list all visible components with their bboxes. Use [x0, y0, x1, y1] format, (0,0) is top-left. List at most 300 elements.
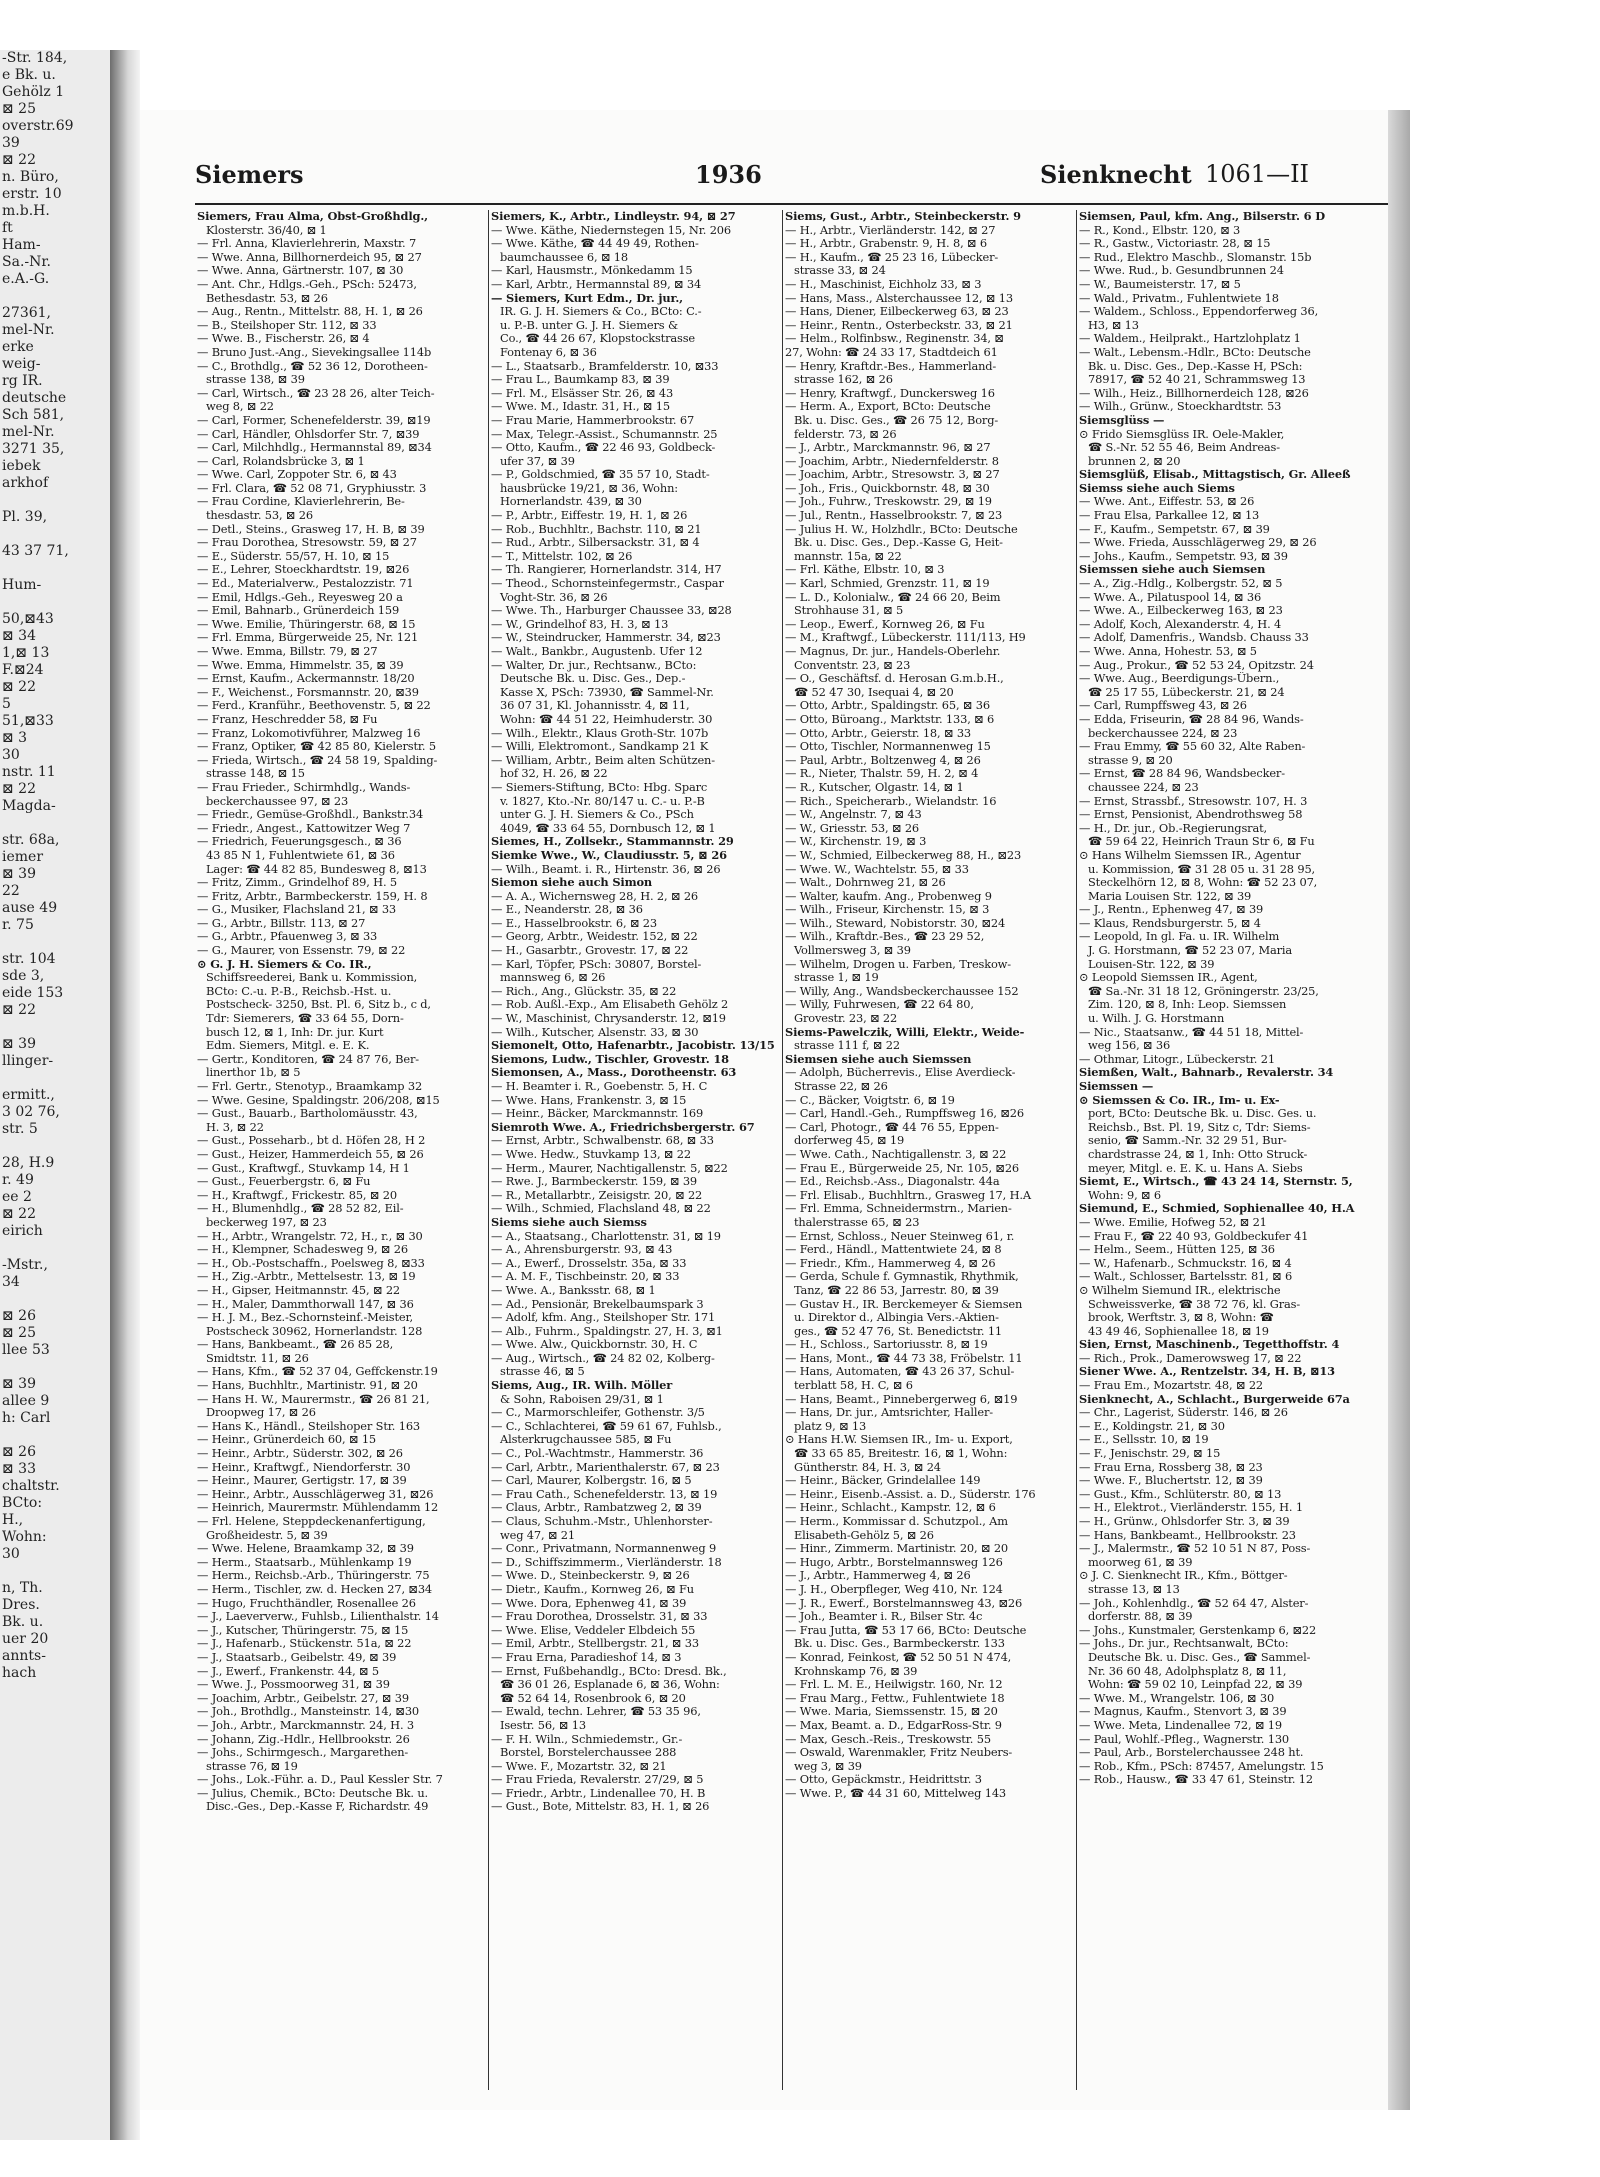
directory-entry: ufer 37, ⊠ 39	[500, 454, 575, 468]
directory-entry: — G., Arbtr., Billstr. 113, ⊠ 27	[197, 916, 366, 930]
directory-entry: — Heinrich, Maurermstr. Mühlendamm 12	[197, 1501, 439, 1515]
directory-entry: — W., Baumeisterstr. 17, ⊠ 5	[1079, 277, 1241, 291]
directory-entry: — Frl. Gertr., Stenotyp., Braamkamp 32	[197, 1080, 423, 1093]
directory-entry: — Rich., Speicherarb., Wielandstr. 16	[785, 794, 997, 808]
directory-entry: — Hans K., Händl., Steilshoper Str. 163	[197, 1419, 421, 1433]
directory-entry: dorferweg 45, ⊠ 19	[794, 1134, 905, 1148]
directory-entry: — Karl, Hausmstr., Mönkedamm 15	[491, 264, 693, 278]
directory-entry: — Magnus, Dr. jur., Handels-Oberlehr.	[785, 645, 1001, 658]
directory-entry: — Wwe. Alw., Quickbornstr. 30, H. C	[491, 1338, 698, 1352]
directory-entry: moorweg 61, ⊠ 39	[1088, 1555, 1193, 1569]
directory-entry: — Wwe. Ant., Eiffestr. 53, ⊠ 26	[1079, 495, 1255, 509]
directory-entry: — Frau Em., Mozartstr. 48, ⊠ 22	[1079, 1379, 1264, 1393]
directory-entry: ⊙ Leopold Siemssen IR., Agent,	[1079, 971, 1258, 985]
directory-entry: — G., Arbtr., Pfauenweg 3, ⊠ 33	[197, 930, 378, 944]
left-page-text: 43 37 71,	[2, 543, 69, 559]
left-page-text	[0, 526, 110, 543]
directory-entry: ☎ 59 64 22, Heinrich Traun Str 6, ⊠ Fu	[1088, 835, 1315, 849]
directory-entry: Siemroth Wwe. A., Friedrichsbergerstr. 67	[491, 1120, 755, 1134]
left-page-text	[0, 594, 110, 611]
directory-entry: — J. R., Ewerf., Borstelmannsweg 43, ⊠26	[785, 1596, 1023, 1610]
directory-entry: Siems-Pawelczik, Willi, Elektr., Weide-	[785, 1025, 1025, 1039]
directory-entry: Siemsen, Paul, kfm. Ang., Bilserstr. 6 D	[1079, 210, 1325, 223]
left-page-text: 5	[2, 696, 11, 712]
left-page-text: Ham-	[2, 237, 41, 253]
left-page-text	[0, 1563, 110, 1580]
directory-entry: — Herm., Maurer, Nachtigallenstr. 5, ⊠22	[491, 1161, 728, 1175]
directory-entry: — Johs., Dr. jur., Rechtsanwalt, BCto:	[1079, 1637, 1289, 1651]
left-page-text: mel-Nr.	[2, 322, 55, 338]
directory-entry: — Heinr., Kraftwgf., Niendorferstr. 30	[197, 1460, 411, 1474]
directory-entry: ☎ 52 64 14, Rosenbrook 6, ⊠ 20	[500, 1691, 686, 1705]
directory-entry: terblatt 58, H. C, ⊠ 6	[794, 1379, 913, 1393]
left-page-text: ⊠ 25	[2, 101, 36, 117]
directory-entry: — E., Neanderstr. 28, ⊠ 36	[491, 903, 643, 917]
left-page-text: ⊠ 39	[2, 1376, 36, 1392]
directory-entry: — Hans, Mont., ☎ 44 73 38, Fröbelstr. 11	[785, 1351, 1023, 1365]
directory-entry: — Walter, Dr. jur., Rechtsanw., BCto:	[491, 658, 697, 672]
left-page-text	[0, 934, 110, 951]
directory-entry: — Wilh., Steward, Nobistorstr. 30, ⊠24	[785, 916, 1006, 930]
directory-entry: Co., ☎ 44 26 67, Klopstockstrasse	[500, 332, 696, 346]
directory-entry: Sienknecht, A., Schlacht., Burgerweide 67a	[1079, 1392, 1350, 1406]
directory-entry: — Wwe. Maria, Siemssenstr. 15, ⊠ 20	[785, 1705, 998, 1719]
directory-entry: Siemonsen, A., Mass., Dorotheenstr. 63	[491, 1066, 737, 1080]
directory-entry: — Frau Dorothea, Stresowstr. 59, ⊠ 27	[197, 536, 417, 550]
directory-entry: — Dietr., Kaufm., Kornweg 26, ⊠ Fu	[491, 1582, 694, 1596]
directory-entry: — J., Hafenarb., Stückenstr. 51a, ⊠ 22	[197, 1637, 412, 1651]
directory-entry: — Wwe. Anna, Hohestr. 53, ⊠ 5	[1079, 645, 1257, 658]
directory-entry: — Paul, Arb., Borstelerchaussee 248 ht.	[1079, 1746, 1304, 1760]
directory-entry: brunnen 2, ⊠ 20	[1088, 454, 1181, 468]
directory-entry: — G., Maurer, von Essenstr. 79, ⊠ 22	[197, 944, 406, 958]
left-page-text	[0, 1291, 110, 1308]
left-page-text	[0, 1138, 110, 1155]
directory-entry: Postscheck 30962, Hornerlandstr. 128	[206, 1324, 423, 1338]
directory-entry: — Ernst, Kaufm., Ackermannstr. 18/20	[197, 672, 415, 686]
directory-entry: — E., Lehrer, Stoeckhardtstr. 19, ⊠26	[197, 563, 410, 577]
directory-entry: strasse 33, ⊠ 24	[794, 264, 886, 278]
directory-entry: — Wilh., Elektr., Klaus Groth-Str. 107b	[491, 726, 709, 740]
directory-entry: Tanz, ☎ 22 86 53, Jarrestr. 80, ⊠ 39	[794, 1283, 999, 1297]
directory-entry: — Edda, Friseurin, ☎ 28 84 96, Wands-	[1079, 712, 1304, 726]
left-page-text: sde 3,	[2, 968, 45, 984]
directory-entry: — J., Laeververw., Fuhlsb., Lilienthalstr. 14	[197, 1610, 439, 1624]
directory-entry: Nr. 36 60 48, Adolphsplatz 8, ⊠ 11,	[1088, 1664, 1287, 1678]
directory-entry: Louisen-Str. 122, ⊠ 39	[1088, 957, 1215, 971]
directory-entry: — Joh., Fris., Quickbornstr. 48, ⊠ 30	[785, 481, 990, 495]
directory-entry: — Ad., Pensionär, Brekelbaumspark 3	[491, 1297, 704, 1311]
directory-entry: — Leopold, In gl. Fa. u. IR. Wilhelm	[1079, 930, 1280, 944]
directory-entry: — Walt., Schlosser, Bartelsstr. 81, ⊠ 6	[1079, 1270, 1293, 1284]
directory-entry: — Otto, Kaufm., ☎ 22 46 93, Goldbeck-	[491, 441, 716, 455]
directory-entry: — Wwe. F., Bluchertstr. 12, ⊠ 39	[1079, 1474, 1263, 1488]
directory-entry: — Wwe. M., Wrangelstr. 106, ⊠ 30	[1079, 1691, 1275, 1705]
directory-entry: 78917, ☎ 52 40 21, Schrammsweg 13	[1088, 373, 1306, 387]
directory-entry: — Joachim, Arbtr., Geibelstr. 27, ⊠ 39	[197, 1691, 409, 1705]
directory-entry: — Rob. Außl.-Exp., Am Elisabeth Gehölz 2	[491, 998, 729, 1012]
directory-entry: ☎ 36 01 26, Esplanade 6, ⊠ 36, Wohn:	[500, 1678, 720, 1692]
directory-entry: — Heinr., Arbtr., Süderstr. 302, ⊠ 26	[197, 1447, 403, 1461]
directory-entry: Edm. Siemers, Mitgl. e. E. K.	[206, 1039, 370, 1053]
directory-entry: — Hans, Bankbeamt., Hellbrookstr. 23	[1079, 1528, 1296, 1542]
directory-entry: — H., Ob.-Postschaffn., Poelsweg 8, ⊠33	[197, 1256, 425, 1270]
directory-entry: strasse 1, ⊠ 19	[794, 971, 879, 985]
directory-entry: — Wwe. F., Mozartstr. 32, ⊠ 21	[491, 1759, 667, 1773]
directory-entry: BCto: C.-u. P.-B., Reichsb.-Hst. u.	[206, 984, 392, 998]
directory-entry: — Hugo, Arbtr., Borstelmannsweg 126	[785, 1555, 1003, 1569]
directory-entry: Siems siehe auch Siemss	[491, 1215, 647, 1229]
directory-entry: — Bruno Just.-Ang., Sievekingsallee 114b	[197, 345, 432, 359]
left-page-text: arkhof	[2, 475, 49, 491]
directory-entry: — W., Maschinist, Chrysanderstr. 12, ⊠19	[491, 1012, 726, 1026]
left-page-text: ⊠ 3	[2, 730, 28, 746]
directory-entry: hausbrücke 19/21, ⊠ 36, Wohn:	[500, 481, 678, 495]
directory-entry: — Julius, Chemik., BCto: Deutsche Bk. u.	[197, 1786, 428, 1800]
directory-entry: Siemers, Frau Alma, Obst-Großhdlg.,	[197, 210, 428, 223]
page-edge	[1388, 110, 1410, 2110]
directory-entry: — R., Nieter, Thalstr. 59, H. 2, ⊠ 4	[785, 767, 979, 781]
directory-entry: — Leop., Ewerf., Kornweg 26, ⊠ Fu	[785, 617, 985, 631]
left-page-text: m.b.H.	[2, 203, 50, 219]
directory-entry: Siemsen siehe auch Siemssen	[785, 1052, 972, 1066]
left-page-text: uer 20	[2, 1631, 49, 1647]
directory-entry: — Gust., Posseharb., bt d. Höfen 28, H 2	[197, 1134, 426, 1148]
left-page-text: 30	[2, 1546, 20, 1562]
left-page-text: overstr.69	[2, 118, 74, 134]
directory-entry: — Ewald, techn. Lehrer, ☎ 53 35 96,	[491, 1705, 701, 1719]
directory-entry: — Gust., Bote, Mittelstr. 83, H. 1, ⊠ 26	[491, 1800, 710, 1814]
directory-entry: Zim. 120, ⊠ 8, Inh: Leop. Siemssen	[1088, 998, 1287, 1012]
directory-entry: — Rwe. J., Barmbeckerstr. 159, ⊠ 39	[491, 1175, 698, 1189]
directory-entry: Grovestr. 23, ⊠ 22	[794, 1012, 898, 1026]
left-page-text: F.⊠24	[2, 662, 44, 678]
directory-entry: — Frau E., Bürgerweide 25, Nr. 105, ⊠26	[785, 1161, 1020, 1175]
directory-entry: H3, ⊠ 13	[1088, 318, 1139, 332]
directory-entry: — Ferd., Kranführ., Beethovenstr. 5, ⊠ 22	[197, 699, 431, 713]
directory-entry: — Ernst, Schloss., Neuer Steinweg 61, r.	[785, 1229, 1015, 1243]
directory-entry: — Friedr., Arbtr., Lindenallee 70, H. B	[491, 1786, 706, 1800]
directory-entry: — C., Brothdlg., ☎ 52 36 12, Dorotheen-	[197, 359, 428, 373]
directory-entry: — C., Bäcker, Voigtstr. 6, ⊠ 19	[785, 1093, 955, 1107]
directory-entry: — Frau Cath., Schenefelderstr. 13, ⊠ 19	[491, 1487, 718, 1501]
directory-entry: — Wwe. B., Fischerstr. 26, ⊠ 4	[197, 332, 370, 346]
directory-entry: Siems, Aug., IR. Wilh. Möller	[491, 1379, 673, 1393]
directory-entry: — C., Marmorschleifer, Gothenstr. 3/5	[491, 1406, 705, 1420]
directory-entry: — Frau Cordine, Klavierlehrerin, Be-	[197, 495, 405, 509]
directory-entry: — Frau Emmy, ☎ 55 60 32, Alte Raben-	[1079, 740, 1306, 754]
page-header	[195, 160, 1395, 196]
directory-entry: — Johs., Kaufm., Sempetstr. 93, ⊠ 39	[1079, 549, 1288, 563]
directory-entry: Siemers, K., Arbtr., Lindleystr. 94, ⊠ 27	[491, 210, 736, 223]
directory-entry: — Hans, Buchhltr., Martinistr. 91, ⊠ 20	[197, 1379, 418, 1393]
left-page-text: 39	[2, 135, 20, 151]
directory-entry: hof 32, H. 26, ⊠ 22	[500, 767, 608, 781]
directory-entry: — Adolf, Damenfris., Wandsb. Chauss 33	[1079, 631, 1309, 645]
directory-entry: — Walt., Lebensm.-Hdlr., BCto: Deutsche	[1079, 345, 1311, 359]
directory-entry: — Frl. Helene, Steppdeckenanfertigung,	[197, 1515, 426, 1528]
directory-entry: Fontenay 6, ⊠ 36	[500, 345, 597, 359]
left-page-text: chaltstr.	[2, 1478, 60, 1494]
directory-entry: — Ed., Materialverw., Pestalozzistr. 71	[197, 577, 414, 591]
directory-entry: — Gust., Kraftwgf., Stuvkamp 14, H 1	[197, 1161, 410, 1175]
directory-entry: — Wwe. A., Eilbeckerweg 163, ⊠ 23	[1079, 604, 1283, 618]
directory-entry: — Johann, Zig.-Hdlr., Hellbrookstr. 26	[197, 1732, 410, 1746]
directory-entry: 4049, ☎ 33 64 55, Dornbusch 12, ⊠ 1	[500, 821, 716, 835]
left-page-text: ause 49	[2, 900, 58, 916]
directory-entry: — Gust., Heizer, Hammerdeich 55, ⊠ 26	[197, 1147, 424, 1161]
directory-entry: Siemss siehe auch Siems	[1079, 481, 1235, 495]
directory-entry: beckerchaussee 224, ⊠ 23	[1088, 726, 1238, 740]
directory-entry: — E., Koldingstr. 21, ⊠ 30	[1079, 1419, 1225, 1433]
directory-entry: — Friedr., Kfm., Hammerweg 4, ⊠ 26	[785, 1256, 996, 1270]
directory-entry: — Otto, Arbtr., Spaldingstr. 65, ⊠ 36	[785, 699, 990, 713]
directory-entry: Deutsche Bk. u. Disc. Ges., Dep.-	[500, 672, 686, 686]
directory-entry: Schiffsreederei, Bank u. Kommission,	[206, 971, 418, 985]
directory-entry: — A., Zig.-Hdlg., Kolbergstr. 52, ⊠ 5	[1079, 577, 1283, 591]
directory-entry: — Carl, Rumpffsweg 43, ⊠ 26	[1079, 699, 1247, 713]
left-page-text: ermitt.,	[2, 1087, 55, 1103]
directory-entry: — Ferd., Händl., Mattentwiete 24, ⊠ 8	[785, 1243, 1002, 1257]
directory-entry: dorferstr. 88, ⊠ 39	[1088, 1610, 1193, 1624]
directory-entry: — Hans, Beamt., Pinnebergerweg 6, ⊠19	[785, 1392, 1018, 1406]
left-page-text: h: Carl	[2, 1410, 51, 1426]
left-page-text	[0, 1019, 110, 1036]
directory-entry: busch 12, ⊠ 1, Inh: Dr. jur. Kurt	[206, 1025, 384, 1039]
directory-entry: — C., Schlachterei, ☎ 59 61 67, Fuhlsb.,	[491, 1419, 722, 1433]
directory-entry: Steckelhörn 12, ⊠ 8, Wohn: ☎ 52 23 07,	[1088, 876, 1318, 890]
directory-entry: — G., Musiker, Flachsland 21, ⊠ 33	[197, 903, 397, 917]
directory-entry: Güntherstr. 84, H. 3, ⊠ 24	[794, 1460, 941, 1474]
directory-entry: ☎ 33 65 85, Breitestr. 16, ⊠ 1, Wohn:	[794, 1447, 1008, 1461]
directory-entry: — Adolf, kfm. Ang., Steilshoper Str. 171	[491, 1311, 716, 1325]
directory-entry: — Wwe. Hedw., Stuvkamp 13, ⊠ 22	[491, 1147, 691, 1161]
directory-entry: — A. A., Wichernsweg 28, H. 2, ⊠ 26	[491, 889, 699, 903]
left-page-text	[0, 1240, 110, 1257]
left-page-text: -Mstr.,	[2, 1257, 48, 1273]
left-page-text: str. 5	[2, 1121, 38, 1137]
directory-entry: mannsweg 6, ⊠ 26	[500, 971, 606, 985]
left-page-text: ⊠ 33	[2, 1461, 36, 1477]
directory-entry: — Hans H. W., Maurermstr., ☎ 26 81 21,	[197, 1392, 430, 1406]
directory-entry: — Rob., Buchhltr., Bachstr. 110, ⊠ 21	[491, 522, 702, 536]
directory-entry: Tdr: Siemerers, ☎ 33 64 55, Dorn-	[206, 1012, 404, 1026]
directory-entry: — H., Kraftwgf., Frickestr. 85, ⊠ 20	[197, 1188, 397, 1202]
directory-entry: — Wwe. A., Banksstr. 68, ⊠ 1	[491, 1283, 656, 1297]
directory-entry: Siemonelt, Otto, Hafenarbtr., Jacobistr. 13/15	[491, 1039, 775, 1053]
directory-entry: — Magnus, Kaufm., Stenvort 3, ⊠ 39	[1079, 1705, 1287, 1719]
directory-entry: — Aug., Prokur., ☎ 52 53 24, Opitzstr. 24	[1079, 658, 1314, 672]
directory-entry: — H., Dr. jur., Ob.-Regierungsrat,	[1079, 821, 1267, 835]
directory-entry: ges., ☎ 52 47 76, St. Benedictstr. 11	[794, 1324, 1003, 1338]
directory-entry: mannstr. 15a, ⊠ 22	[794, 549, 902, 563]
directory-entry: — Helm., Seem., Hütten 125, ⊠ 36	[1079, 1243, 1275, 1257]
directory-entry: chaussee 224, ⊠ 23	[1088, 780, 1199, 794]
directory-entry: Bethesdastr. 53, ⊠ 26	[206, 291, 328, 305]
left-page-text: n. Büro,	[2, 169, 59, 185]
directory-entry: — Max, Beamt. a. D., EdgarRoss-Str. 9	[785, 1718, 1002, 1732]
directory-entry: — C., Pol.-Wachtmstr., Hammerstr. 36	[491, 1447, 704, 1461]
directory-entry: Siemke Wwe., W., Claudiusstr. 5, ⊠ 26	[491, 848, 727, 862]
left-page-text: 50,⊠43	[2, 611, 54, 627]
directory-entry: — Waldem., Schloss., Eppendorferweg 36,	[1079, 305, 1319, 319]
directory-entry: — Gust., Kfm., Schlüterstr. 80, ⊠ 13	[1079, 1487, 1282, 1501]
directory-entry: strasse 76, ⊠ 19	[206, 1759, 298, 1773]
directory-entry: — Claus, Arbtr., Rambatzweg 2, ⊠ 39	[491, 1501, 702, 1515]
directory-entry: — F., Jenischstr. 29, ⊠ 15	[1079, 1447, 1221, 1461]
directory-entry: Siemsglüß, Elisab., Mittagstisch, Gr. Alleeß	[1079, 468, 1351, 482]
directory-entry: — Karl, Schmied, Grenzstr. 11, ⊠ 19	[785, 577, 990, 591]
directory-entry: u. Kommission, ☎ 31 28 05 u. 31 28 95,	[1088, 862, 1316, 876]
directory-page	[140, 110, 1390, 2110]
column-4	[1077, 210, 1371, 2090]
directory-entry: Bk. u. Disc. Ges., Dep.-Kasse G, Heit-	[794, 536, 1003, 550]
directory-entry: — Friedrich, Feuerungsgesch., ⊠ 36	[197, 835, 402, 849]
directory-entry: 36 07 31, Kl. Johannisstr. 4, ⊠ 11,	[500, 699, 690, 713]
directory-entry: weg 47, ⊠ 21	[500, 1528, 575, 1542]
left-page-fragment	[0, 50, 113, 2140]
left-page-text: hach	[2, 1665, 37, 1681]
directory-entry: weg 3, ⊠ 39	[794, 1759, 862, 1773]
directory-entry: — Willi, Elektromont., Sandkamp 21 K	[491, 740, 709, 754]
left-page-text: str. 104	[2, 951, 56, 967]
directory-entry: — J. H., Oberpfleger, Weg 410, Nr. 124	[785, 1582, 1003, 1596]
directory-entry: ⊙ Frido Siemsglüss IR. Oele-Makler,	[1079, 427, 1285, 441]
left-page-text: r. 75	[2, 917, 34, 933]
directory-entry: — W., Hafenarb., Schmuckstr. 16, ⊠ 4	[1079, 1256, 1292, 1270]
directory-entry: — Walter, kaufm. Ang., Probenweg 9	[785, 889, 992, 903]
directory-entry: — Wilh., Schmied, Flachsland 48, ⊠ 22	[491, 1202, 711, 1216]
directory-entry: — Wilh., Kraftdr.-Bes., ☎ 23 29 52,	[785, 930, 985, 944]
column-1	[195, 210, 489, 2090]
column-3	[783, 210, 1077, 2090]
directory-entry: — Wwe. Anna, Gärtnerstr. 107, ⊠ 30	[197, 264, 404, 278]
directory-entry: — Joh., Kohlenhdlg., ☎ 52 64 47, Alster-	[1079, 1596, 1309, 1610]
left-page-text: weig-	[2, 356, 41, 372]
directory-entry: — Wwe. M., Idastr. 31, H., ⊠ 15	[491, 400, 670, 414]
directory-entry: — Karl, Arbtr., Hermannstal 89, ⊠ 34	[491, 277, 702, 291]
directory-entry: — Herm. A., Export, BCto: Deutsche	[785, 400, 991, 414]
directory-entry: — Alb., Fuhrm., Spaldingstr. 27, H. 3, ⊠1	[491, 1324, 723, 1338]
directory-entry: — R., Kond., Elbstr. 120, ⊠ 3	[1079, 223, 1241, 237]
directory-entry: — Ant. Chr., Hdlgs.-Geh., PSch: 52473,	[197, 277, 417, 291]
left-page-text: llee 53	[2, 1342, 50, 1358]
directory-entry: Maria Louisen Str. 122, ⊠ 39	[1088, 889, 1252, 903]
directory-entry: — Th. Rangierer, Hornerlandstr. 314, H7	[491, 563, 722, 577]
directory-entry: v. 1827, Kto.-Nr. 80/147 u. C.- u. P.-B	[500, 794, 705, 808]
directory-entry: — Heinr., Maurer, Gertigstr. 17, ⊠ 39	[197, 1474, 407, 1488]
directory-entry: — Siemers-Stiftung, BCto: Hbg. Sparc	[491, 780, 708, 794]
directory-entry: — J., Arbtr., Hammerweg 4, ⊠ 26	[785, 1569, 971, 1583]
directory-entry: Siemund, E., Schmied, Sophienallee 40, H.A	[1079, 1202, 1355, 1216]
directory-entry: — Jul., Rentn., Hasselbrookstr. 7, ⊠ 23	[785, 509, 1003, 523]
directory-entry: Bk. u. Disc. Ges., ☎ 26 75 12, Borg-	[794, 413, 999, 427]
directory-entry: — Hans, Automaten, ☎ 43 26 37, Schul-	[785, 1365, 1015, 1379]
directory-entry: strasse 46, ⊠ 5	[500, 1365, 585, 1379]
left-page-text: BCto:	[2, 1495, 43, 1511]
directory-entry: felderstr. 73, ⊠ 26	[794, 427, 897, 441]
left-page-text	[0, 288, 110, 305]
directory-entry: Conventstr. 23, ⊠ 23	[794, 658, 911, 672]
page-number: 1061—II	[1205, 160, 1310, 188]
directory-entry: — Gertr., Konditoren, ☎ 24 87 76, Ber-	[197, 1052, 419, 1066]
directory-entry: — Hugo, Fruchthändler, Rosenallee 26	[197, 1596, 416, 1610]
directory-entry: — H., Blumenhdlg., ☎ 28 52 82, Eil-	[197, 1202, 404, 1216]
directory-entry: — H., Gasarbtr., Grovestr. 17, ⊠ 22	[491, 944, 689, 958]
left-page-text: annts-	[2, 1648, 46, 1664]
directory-entry: Siemon siehe auch Simon	[491, 876, 653, 890]
directory-entry: — A. M. F., Tischbeinstr. 20, ⊠ 33	[491, 1270, 680, 1284]
directory-entry: — Fritz, Zimm., Grindelhof 89, H. 5	[197, 876, 397, 890]
directory-entry: — Carl, Maurer, Kolbergstr. 16, ⊠ 5	[491, 1474, 692, 1488]
directory-entry: — Herm., Tischler, zw. d. Hecken 27, ⊠34	[197, 1582, 433, 1596]
left-page-text: ⊠ 22	[2, 1206, 36, 1222]
directory-entry: Strasse 22, ⊠ 26	[794, 1080, 888, 1093]
directory-entry: — Wilh., Grünw., Stoeckhardtstr. 53	[1079, 400, 1282, 414]
directory-entry: — Franz, Lokomotivführer, Malzweg 16	[197, 726, 421, 740]
directory-entry: Bk. u. Disc. Ges., Barmbeckerstr. 133	[794, 1637, 1005, 1651]
directory-entry: — Wilh., Heiz., Billhornerdeich 128, ⊠26	[1079, 386, 1309, 400]
directory-entry: platz 9, ⊠ 13	[794, 1419, 867, 1433]
directory-entry: — Ernst, Fußbehandlg., BCto: Dresd. Bk.,	[491, 1664, 727, 1678]
directory-entry: — Gerda, Schule f. Gymnastik, Rhythmik,	[785, 1270, 1019, 1284]
directory-entry: ☎ S.-Nr. 52 55 46, Beim Andreas-	[1088, 441, 1280, 455]
directory-entry: Borstel, Borstelerchaussee 288	[500, 1746, 677, 1760]
directory-entry: — O., Geschäftsf. d. Herosan G.m.b.H.,	[785, 672, 1004, 686]
directory-entry: — Walt., Bankbr., Augustenb. Ufer 12	[491, 645, 703, 658]
left-page-text	[0, 815, 110, 832]
directory-entry: — Wwe. Elise, Veddeler Elbdeich 55	[491, 1623, 696, 1637]
left-page-text: deutsche	[2, 390, 67, 406]
directory-entry: Siemes, H., Zollsekr., Stammannstr. 29	[491, 835, 734, 849]
directory-entry: beckerweg 197, ⊠ 23	[206, 1215, 327, 1229]
directory-entry: — Heinr., Bäcker, Marckmannstr. 169	[491, 1107, 704, 1121]
directory-entry: — W., Steindrucker, Hammerstr. 34, ⊠23	[491, 631, 721, 645]
left-page-text: ⊠ 34	[2, 628, 36, 644]
directory-entry: — Heinr., Rentn., Osterbeckstr. 33, ⊠ 21	[785, 318, 1013, 332]
directory-entry: — Walt., Dohrnweg 21, ⊠ 26	[785, 876, 946, 890]
directory-entry: — Carl, Arbtr., Marienthalerstr. 67, ⊠ 23	[491, 1460, 720, 1474]
directory-entry: — Frau Marg., Fettw., Fuhlentwiete 18	[785, 1691, 1005, 1705]
directory-entry: — Gust., Bauarb., Bartholomäusstr. 43,	[197, 1107, 418, 1121]
directory-entry: — Otto, Gepäckmstr., Heidrittstr. 3	[785, 1773, 982, 1787]
directory-entry: — Joh., Fuhrw., Treskowstr. 29, ⊠ 19	[785, 495, 992, 509]
directory-entry: — Othmar, Litogr., Lübeckerstr. 21	[1079, 1052, 1275, 1066]
column-2	[489, 210, 783, 2090]
directory-entry: — Ernst, Strassbf., Stresowstr. 107, H. 3	[1079, 794, 1308, 808]
directory-entry: ⊙ J. C. Sienknecht IR., Kfm., Böttger-	[1079, 1569, 1288, 1583]
directory-entry: — Wwe. Emilie, Thüringerstr. 68, ⊠ 15	[197, 617, 416, 631]
directory-entry: — Wwe. Emilie, Hofweg 52, ⊠ 21	[1079, 1215, 1267, 1229]
left-page-text: Wohn:	[2, 1529, 47, 1545]
directory-entry: — W., Angelnstr. 7, ⊠ 43	[785, 808, 922, 822]
left-page-text: ⊠ 26	[2, 1308, 36, 1324]
directory-entry: — D., Schiffszimmerm., Vierländerstr. 18	[491, 1555, 722, 1569]
directory-entry: — Frau F., ☎ 22 40 93, Goldbeckufer 41	[1079, 1229, 1309, 1243]
directory-entry: — Frau Jutta, ☎ 53 17 66, BCto: Deutsche	[785, 1623, 1027, 1637]
left-page-text: ⊠ 39	[2, 866, 36, 882]
left-page-text: 27361,	[2, 305, 51, 321]
directory-entry: — J., Arbtr., Marckmannstr. 96, ⊠ 27	[785, 441, 991, 455]
directory-entry: — Claus, Schuhm.-Mstr., Uhlenhorster-	[491, 1515, 713, 1528]
left-page-text: erstr. 10	[2, 186, 62, 202]
directory-entry: — Joachim, Arbtr., Niedernfelderstr. 8	[785, 454, 999, 468]
left-page-text: nstr. 11	[2, 764, 56, 780]
directory-entry: — Wwe. Th., Harburger Chaussee 33, ⊠28	[491, 604, 732, 618]
directory-entry: — H. J. M., Bez.-Schornsteinf.-Meister,	[197, 1311, 413, 1325]
directory-entry: — A., Staatsang., Charlottenstr. 31, ⊠ 19	[491, 1229, 721, 1243]
directory-entry: — Hans, Dr. jur., Amtsrichter, Haller-	[785, 1406, 993, 1420]
